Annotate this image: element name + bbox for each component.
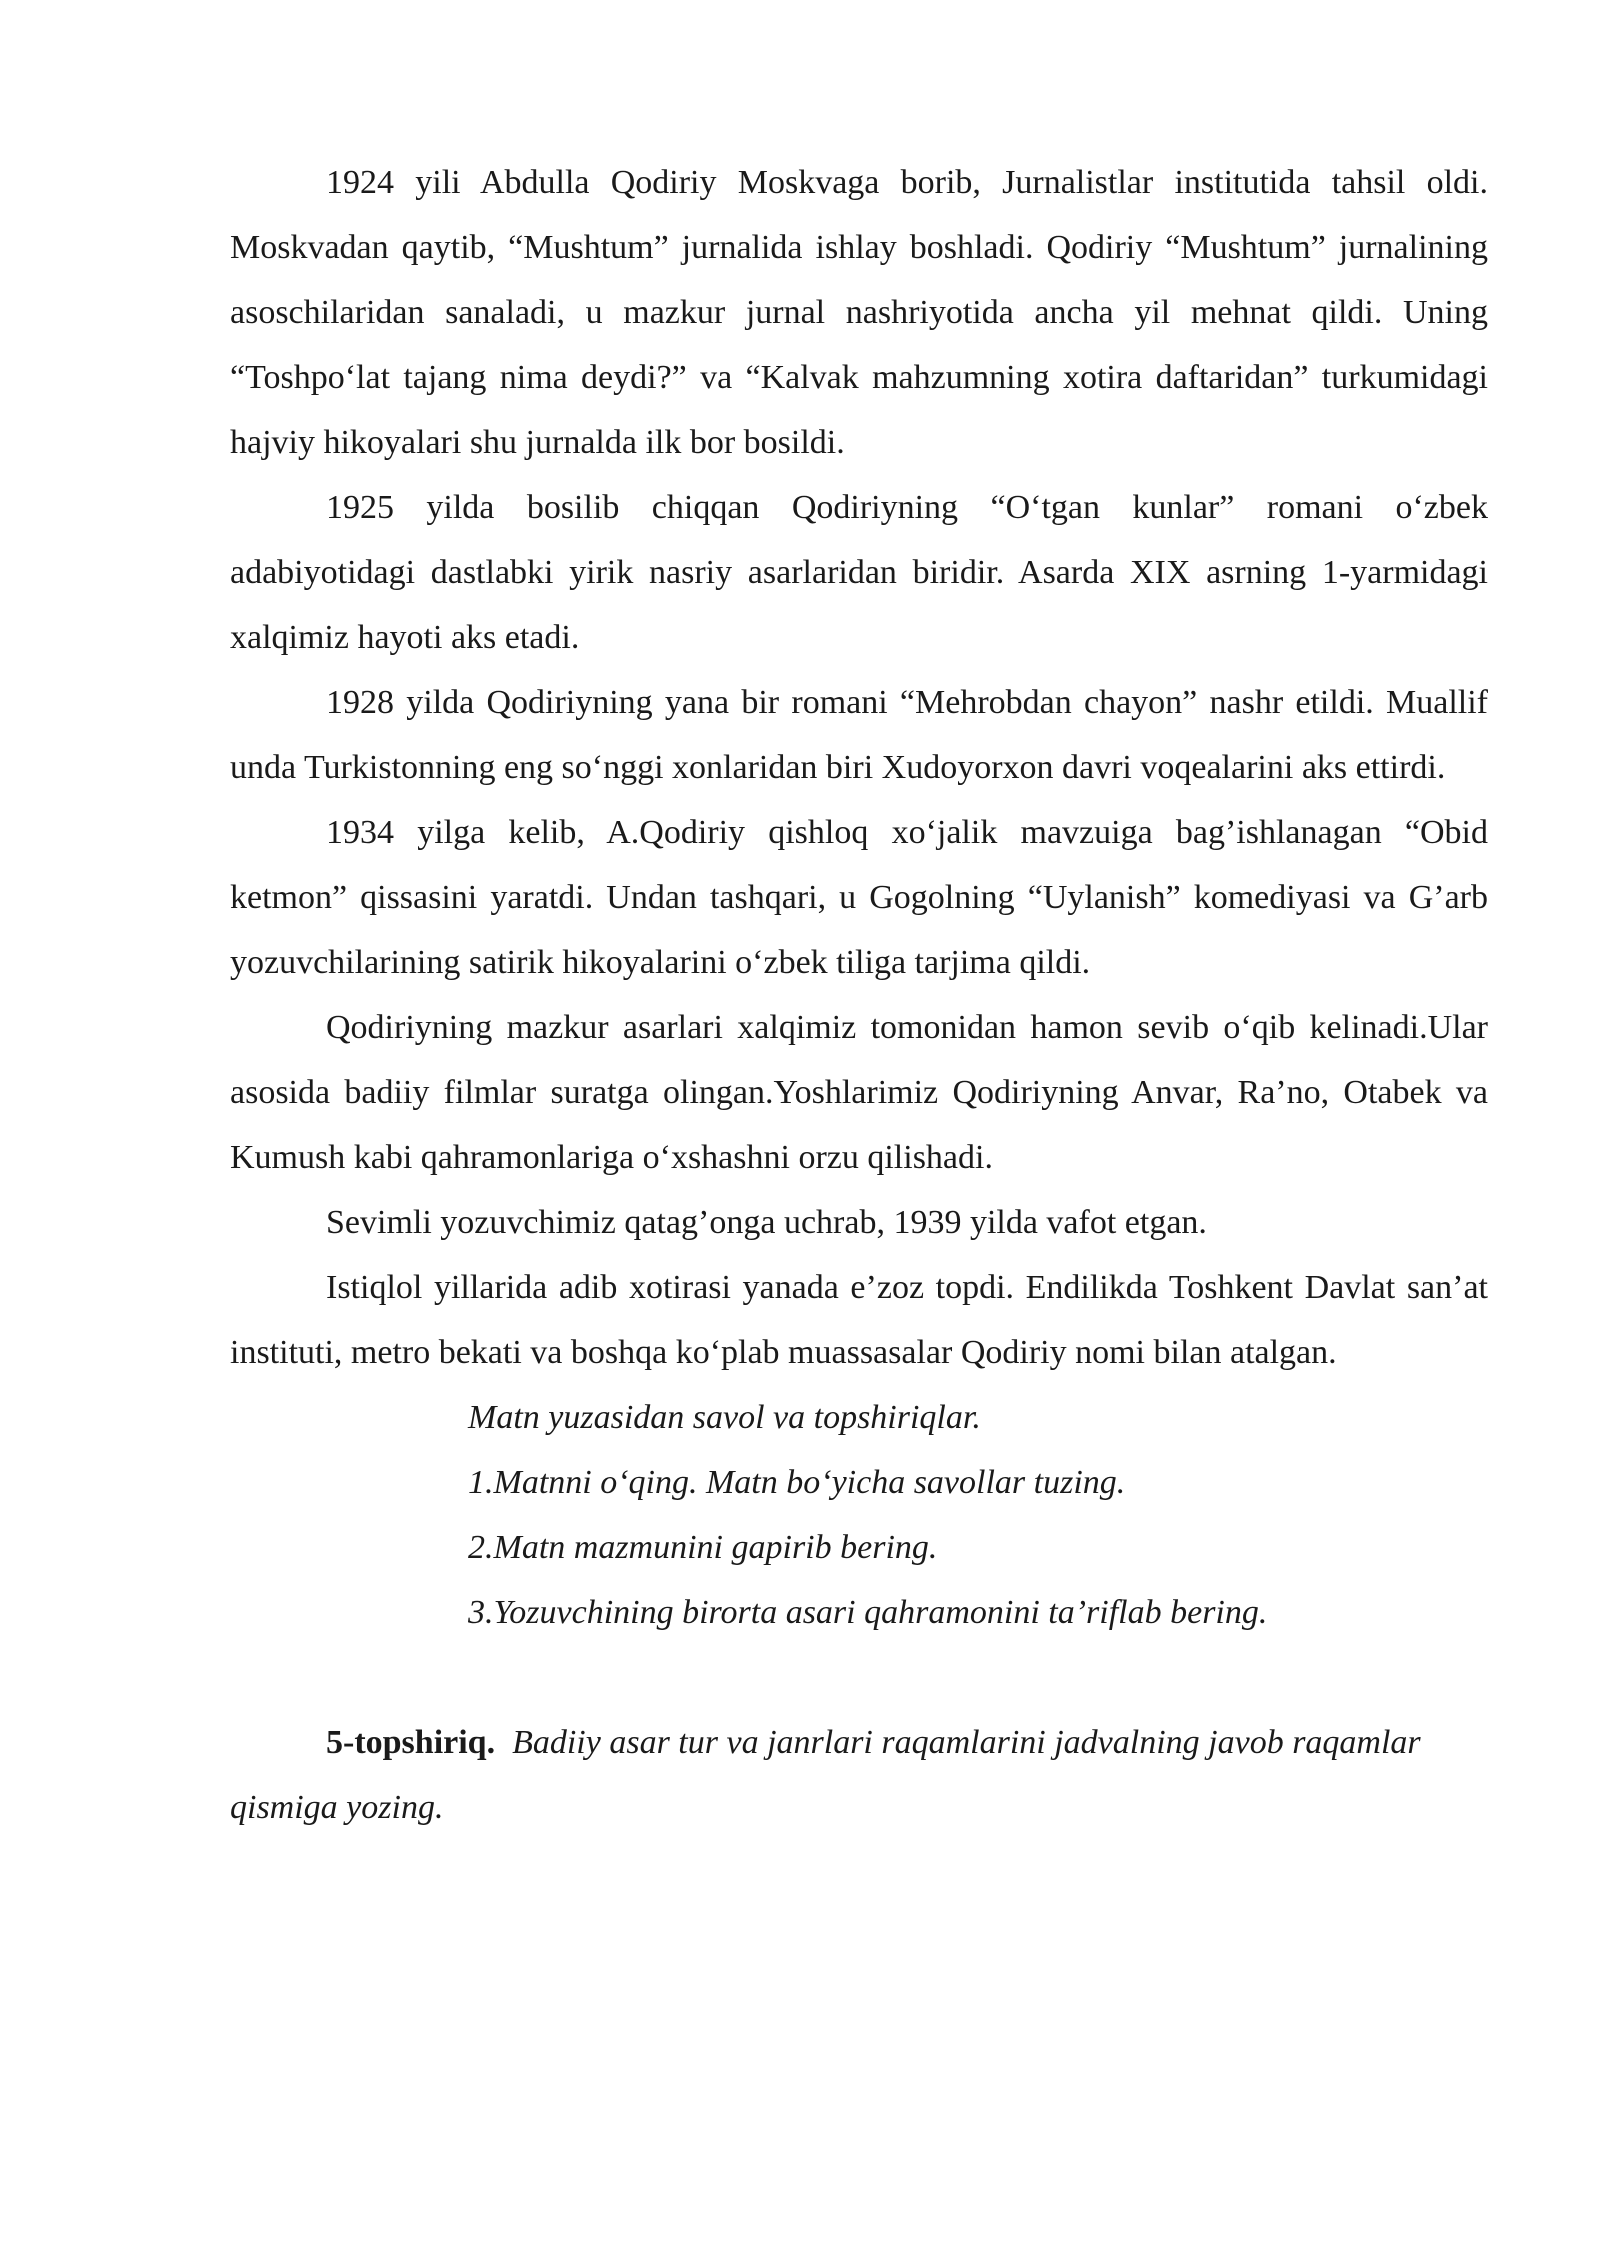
question-item: 2.Matn mazmunini gapirib bering.	[468, 1529, 938, 1566]
paragraph-death: Sevimli yozuvchimiz qatag’onga uchrab, 1939 yilda vafot etgan.	[326, 1204, 1207, 1241]
task-block	[230, 1710, 1488, 1840]
task-label: 5-topshiriq.	[326, 1724, 496, 1761]
question-item: 1.Matnni o‘qing. Matn bo‘yicha savollar tuzing.	[468, 1464, 1126, 1501]
questions-section	[230, 1385, 1488, 1645]
paragraph-otgan-kunlar: 1925 yilda bosilib chiqqan Qodiriyning “O‘tgan kunlar” romani o‘zbek adabiyotidagi dastlabki yirik nasriy asarlaridan biridir. Asarda XIX asrning 1-yarmidagi xalqimiz hayoti aks etadi.	[230, 489, 1488, 656]
paragraph-obid-ketmon: 1934 yilga kelib, A.Qodiriy qishloq xo‘jalik mavzuiga bag’ishlanagan “Obid ketmon” qissasini yaratdi. Undan tashqari, u Gogolning “Uylanish” komediyasi va G’arb yozuvchilarining satirik hikoyalarini o‘zbek tiliga tarjima qildi.	[230, 814, 1488, 981]
paragraph-independence: Istiqlol yillarida adib xotirasi yanada e’zoz topdi. Endilikda Toshkent Davlat san’at instituti, metro bekati va boshqa ko‘plab muassasalar Qodiriy nomi bilan atalgan.	[230, 1269, 1488, 1371]
question-item: 3.Yozuvchining birorta asari qahramonini ta’riflab bering.	[468, 1594, 1268, 1631]
paragraph-popularity: Qodiriyning mazkur asarlari xalqimiz tomonidan hamon sevib o‘qib kelinadi.Ular asosida badiiy filmlar suratga olingan.Yoshlarimiz Qodiriyning Anvar, Ra’no, Otabek va Kumush kabi qahramonlariga o‘xshashni orzu qilishadi.	[230, 1009, 1488, 1176]
document-page	[230, 150, 1488, 1840]
questions-heading: Matn yuzasidan savol va topshiriqlar.	[468, 1399, 981, 1436]
task-text: Badiiy asar tur va janrlari raqamlarini jadvalning javob raqamlar qismiga yozing.	[230, 1724, 1421, 1826]
paragraph-mehrobdan-chayon: 1928 yilda Qodiriyning yana bir romani “Mehrobdan chayon” nashr etildi. Muallif unda Turkistonning eng so‘nggi xonlaridan biri Xudoyorxon davri voqealarini aks ettirdi.	[230, 684, 1488, 786]
paragraph-moscow: 1924 yili Abdulla Qodiriy Moskvaga borib, Jurnalistlar institutida tahsil oldi. Moskvadan qaytib, “Mushtum” jurnalida ishlay boshladi. Qodiriy “Mushtum” jurnalining asoschilaridan sanaladi, u mazkur jurnal nashriyotida ancha yil mehnat qildi. Uning “Toshpo‘lat tajang nima deydi?” va “Kalvak mahzumning xotira daftaridan” turkumidagi hajviy hikoyalari shu jurnalda ilk bor bosildi.	[230, 164, 1488, 461]
